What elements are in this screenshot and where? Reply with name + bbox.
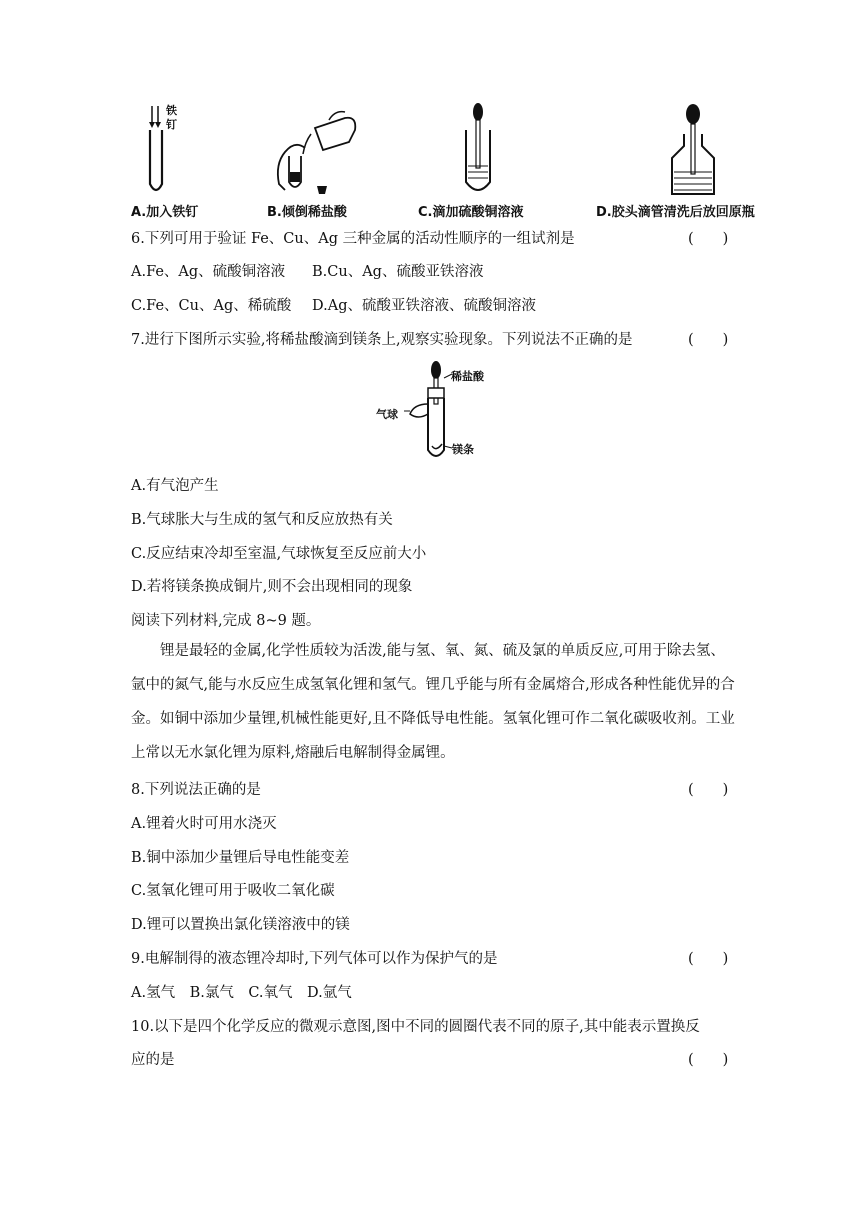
q9-answer-paren[interactable]: ( ) <box>688 951 729 967</box>
figure-b-pouring <box>265 100 365 200</box>
q6-option-d: D.Ag、硫酸亚铁溶液、硫酸铜溶液 <box>312 298 536 314</box>
figure-c-dropper <box>458 100 498 200</box>
q7-label-ribbon: 镁条 <box>452 443 474 456</box>
caption-a: A.加入铁钉 <box>131 205 199 220</box>
q9-options: A.氢气 B.氯气 C.氧气 D.氩气 <box>131 985 352 1001</box>
q7-stem: 7.进行下图所示实验,将稀盐酸滴到镁条上,观察实验现象。下列说法不正确的是 <box>131 332 633 348</box>
q6-answer-paren[interactable]: ( ) <box>688 231 729 247</box>
q7-label-acid: 稀盐酸 <box>451 370 484 383</box>
figure-d-dropper-bottle <box>658 100 728 200</box>
q7-answer-paren[interactable]: ( ) <box>688 332 729 348</box>
q9-stem: 9.电解制得的液态锂冷却时,下列气体可以作为保护气的是 <box>131 951 498 967</box>
q8-option-b: B.铜中添加少量锂后导电性能变差 <box>131 850 350 866</box>
q6-stem: 6.下列可用于验证 Fe、Cu、Ag 三种金属的活动性顺序的一组试剂是 <box>131 231 575 247</box>
q7-option-b: B.气球胀大与生成的氢气和反应放热有关 <box>131 512 393 528</box>
reading-intro: 阅读下列材料,完成 8~9 题。 <box>131 613 321 629</box>
q10-answer-paren[interactable]: ( ) <box>688 1052 729 1068</box>
caption-c: C.滴加硫酸铜溶液 <box>418 205 524 220</box>
q8-option-a: A.锂着火时可用水浇灭 <box>131 816 277 832</box>
q10-stem-line2: 应的是 <box>131 1052 175 1068</box>
q7-option-a: A.有气泡产生 <box>131 478 219 494</box>
q8-answer-paren[interactable]: ( ) <box>688 782 729 798</box>
q10-stem-line1: 10.以下是四个化学反应的微观示意图,图中不同的圆圈代表不同的原子,其中能表示置换反 <box>131 1019 700 1035</box>
q8-option-d: D.锂可以置换出氯化镁溶液中的镁 <box>131 917 350 933</box>
caption-b: B.倾倒稀盐酸 <box>267 205 347 220</box>
q7-option-d: D.若将镁条换成铜片,则不会出现相同的现象 <box>131 579 413 595</box>
q7-option-c: C.反应结束冷却至室温,气球恢复至反应前大小 <box>131 546 427 562</box>
reading-passage: 锂是最轻的金属,化学性质较为活泼,能与氢、氧、氮、硫及氯的单质反应,可用于除去氢、氩中的氮气,能与水反应生成氢氧化锂和氢气。锂几乎能与所有金属熔合,形成各种性能优异的合金。如铜中添加少量锂,机械性能更好,且不降低导电性能。氢氧化锂可作二氧化碳吸收剂。工业上常以无水氯化锂为原料,熔融后电解制得金属锂。 <box>131 643 735 761</box>
q6-option-b: B.Cu、Ag、硫酸亚铁溶液 <box>312 264 484 280</box>
iron-nail-label: 铁钉 <box>166 104 177 131</box>
q8-stem: 8.下列说法正确的是 <box>131 782 261 798</box>
q8-option-c: C.氢氧化锂可用于吸收二氧化碳 <box>131 883 335 899</box>
q7-label-balloon: 气球 <box>376 408 398 421</box>
caption-d: D.胶头滴管清洗后放回原瓶 <box>596 205 755 220</box>
q6-option-a: A.Fe、Ag、硫酸铜溶液 <box>131 264 286 280</box>
q6-option-c: C.Fe、Cu、Ag、稀硫酸 <box>131 298 292 314</box>
